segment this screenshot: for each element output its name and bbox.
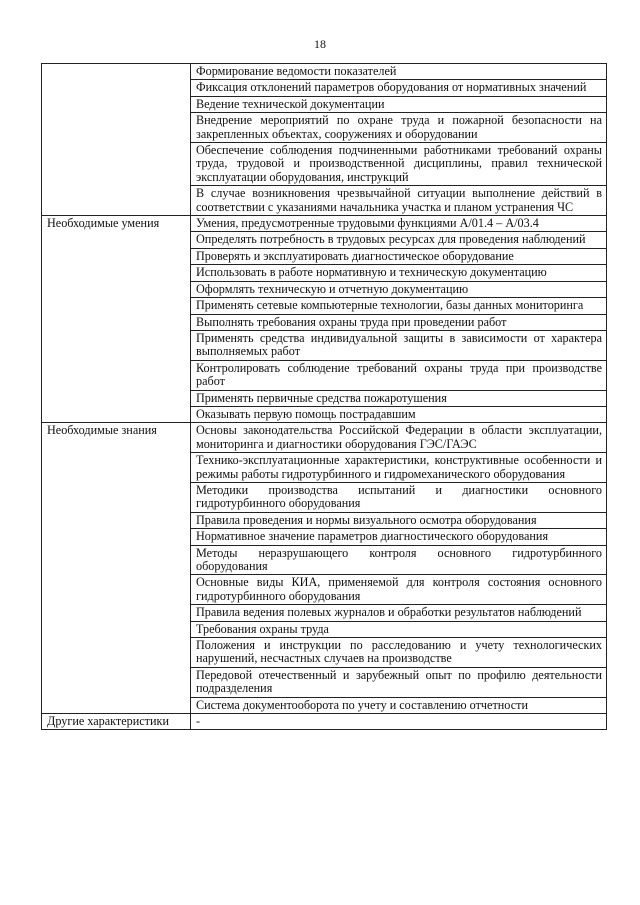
requirement-item: Правила ведения полевых журналов и обработки результатов наблюдений	[191, 605, 607, 621]
table-row	[42, 423, 607, 453]
requirement-item: Выполнять требования охраны труда при проведении работ	[191, 314, 607, 330]
requirement-item: Применять первичные средства пожаротушения	[191, 390, 607, 406]
requirement-item: Фиксация отклонений параметров оборудования от нормативных значений	[191, 80, 607, 96]
requirement-item: Применять сетевые компьютерные технологии, базы данных мониторинга	[191, 298, 607, 314]
requirement-item: Проверять и эксплуатировать диагностическое оборудование	[191, 248, 607, 264]
requirement-item: Умения, предусмотренные трудовыми функциями А/01.4 – А/03.4	[191, 216, 607, 232]
requirement-item: Правила проведения и нормы визуального осмотра оборудования	[191, 512, 607, 528]
table-row	[42, 64, 607, 80]
section-label: Необходимые знания	[42, 423, 191, 714]
requirement-item: Передовой отечественный и зарубежный опыт по профилю деятельности подразделения	[191, 667, 607, 697]
requirement-item: Оформлять техническую и отчетную документацию	[191, 281, 607, 297]
section-label: Необходимые умения	[42, 216, 191, 423]
requirement-item: Система документооборота по учету и составлению отчетности	[191, 697, 607, 713]
table-row	[42, 714, 607, 730]
table-row	[42, 216, 607, 232]
requirement-item: Внедрение мероприятий по охране труда и пожарной безопасности на закрепленных объектах, сооружениях и оборудовании	[191, 113, 607, 143]
section-label: Другие характеристики	[42, 714, 191, 730]
requirement-item: -	[191, 714, 607, 730]
requirement-item: Ведение технической документации	[191, 96, 607, 112]
requirement-item: Методики производства испытаний и диагностики основного гидротурбинного оборудования	[191, 482, 607, 512]
requirement-item: Обеспечение соблюдения подчиненными работниками требований охраны труда, трудовой и производственной дисциплины, правил технической эксплуатации оборудования, инструкций	[191, 143, 607, 186]
requirement-item: Использовать в работе нормативную и техническую документацию	[191, 265, 607, 281]
requirement-item: Основные виды КИА, применяемой для контроля состояния основного гидротурбинного оборудования	[191, 575, 607, 605]
requirement-item: Оказывать первую помощь пострадавшим	[191, 406, 607, 422]
requirement-item: Определять потребность в трудовых ресурсах для проведения наблюдений	[191, 232, 607, 248]
requirement-item: Положения и инструкции по расследованию и учету технологических нарушений, несчастных случаев на производстве	[191, 638, 607, 668]
requirement-item: Нормативное значение параметров диагностического оборудования	[191, 529, 607, 545]
page-number: 18	[314, 37, 326, 51]
requirement-item: Основы законодательства Российской Федерации в области эксплуатации, мониторинга и диагностики оборудования ГЭС/ГАЭС	[191, 423, 607, 453]
requirement-item: Контролировать соблюдение требований охраны труда при производстве работ	[191, 360, 607, 390]
requirement-item: Применять средства индивидуальной защиты в зависимости от характера выполняемых работ	[191, 330, 607, 360]
competency-table	[41, 63, 607, 730]
requirement-item: Методы неразрушающего контроля основного гидротурбинного оборудования	[191, 545, 607, 575]
requirement-item: В случае возникновения чрезвычайной ситуации выполнение действий в соответствии с указаниями начальника участка и планом устранения ЧС	[191, 186, 607, 216]
requirement-item: Требования охраны труда	[191, 621, 607, 637]
requirement-item: Технико-эксплуатационные характеристики, конструктивные особенности и режимы работы гидротурбинного и гидромеханического оборудования	[191, 453, 607, 483]
requirement-item: Формирование ведомости показателей	[191, 64, 607, 80]
section-label	[42, 64, 191, 216]
